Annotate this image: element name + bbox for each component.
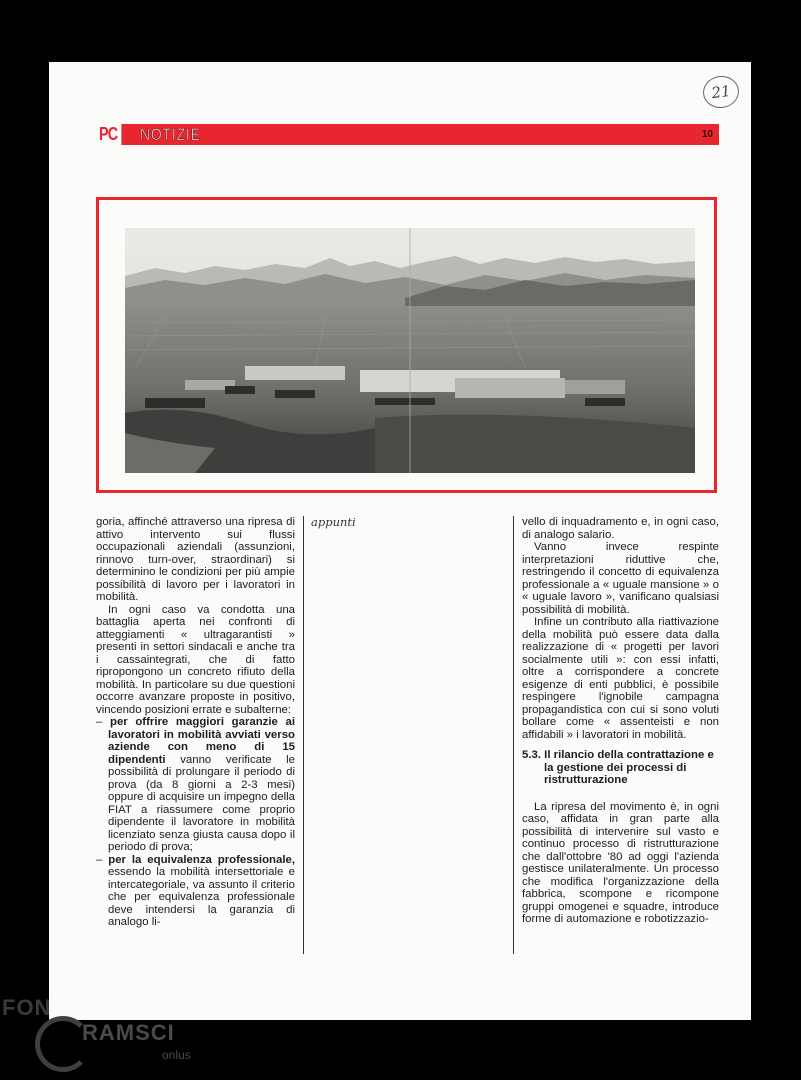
text-column-right <box>522 516 719 926</box>
archive-stamp: 21 <box>701 74 741 111</box>
photo-frame <box>96 197 717 493</box>
section-heading: 5.3. Il rilancio della contrattazione e la gestione dei processi di ristrutturazione <box>522 749 714 786</box>
list-item-heading: per offrire maggiori garanzie ai lavoratori in mobilità avviati verso aziende con meno di 15 dipendenti <box>108 716 296 766</box>
paragraph: vello di inquadramento e, in ogni caso, di analogo salario. <box>522 516 719 541</box>
paragraph: Infine un contributo alla riattivazione della mobilità può essere data dalla realizzazione di « progetti per lavori socialmente utili »: con essi infatti, oltre a corrispondere a concrete esigenze di enti pubblici, è possibile respingere l'ignobile campagna propagandistica con cui si sono voluti bollare come « assenteisti e non affidabili » i lavoratori in mobilità. <box>522 616 719 741</box>
column-divider <box>513 516 514 954</box>
list-item-text: vanno verificate le possibilità di prolungare il periodo di prova (da 8 giorni a 2-3 mesi) oppure di acquisire un impegno della FIAT a riassumere come proprio dipendente il lavoratore in mobilità licenziato senza giusta causa dopo il periodo di prova; <box>108 753 295 853</box>
watermark-gramsci: RAMSCI <box>82 1020 175 1045</box>
list-item: – per offrire maggiori garanzie ai lavoratori in mobilità avviati verso aziende con meno di 15 dipendenti vanno verificate le possibilità di prolungare il periodo di prova (da 8 giorni a 2-3 mesi) oppure di acquisire un impegno della FIAT a riassumere come proprio dipendente il lavoratore in mobilità licenziato senza giusta causa dopo il periodo di prova; <box>96 716 296 853</box>
paragraph: goria, affinché attraverso una ripresa di attivo intervento sui flussi occupazionali aziendali (assunzioni, rinnovo turn-over, straordinari) si determinino le condizioni per più ampie possibilità di lavoro per i lavoratori in mobilità. <box>96 516 295 603</box>
factory-panorama-photo <box>125 228 695 473</box>
page-header-bar <box>95 124 719 145</box>
list-item: – per la equivalenza professionale, essendo la mobilità intersettoriale e intercategoriale, va assunto il criterio che per equivalenza professionale deve intendersi la garanzia di analogo li- <box>96 853 295 928</box>
text-column-left <box>96 516 295 929</box>
sidebar-label: appunti <box>311 515 356 529</box>
list-item-heading: per la equivalenza professionale, <box>108 853 295 866</box>
paragraph: La ripresa del movimento è, in ogni caso, affidata in gran parte alla possibilità di intervenire sul vasto e continuo processo di ristrutturazione che dall'ottobre '80 ad oggi l'azienda gestisce unilateralmente. Un processo che modifica l'organizzazione della fabbrica, scompone e ricompone gruppi omogenei e squadre, introduce forme di automazione e robotizzazio- <box>522 800 719 925</box>
header-logo-pc: PC <box>95 124 121 145</box>
watermark-fon: FON <box>2 995 52 1020</box>
column-divider <box>303 516 304 954</box>
paragraph: Vanno invece respinte interpretazioni riduttive che, restringendo il concetto di equivalenza professionale a « uguale mansione » o « uguale lavoro », vanificano qualsiasi possibilità di mobilità. <box>522 541 719 616</box>
watermark-onlus: onlus <box>162 1048 191 1062</box>
list-item-text: essendo la mobilità intersettoriale e intercategoriale, va assunto il criterio che per equivalenza professionale deve intendersi la garanzia di analogo li- <box>108 866 295 928</box>
paragraph: In ogni caso va condotta una battaglia aperta nei confronti di atteggiamenti « ultragarantisti » presenti in settori sindacali e anche tra i cassaintegrati, che di fatto ripropongono un concreto rifiuto della mobilità. In particolare su due questioni occorre avanzare proposte in positivo, vincendo posizioni errate e subalterne: <box>96 603 295 716</box>
page-number: 10 <box>701 129 713 140</box>
header-title: NOTIZIE <box>140 125 201 144</box>
